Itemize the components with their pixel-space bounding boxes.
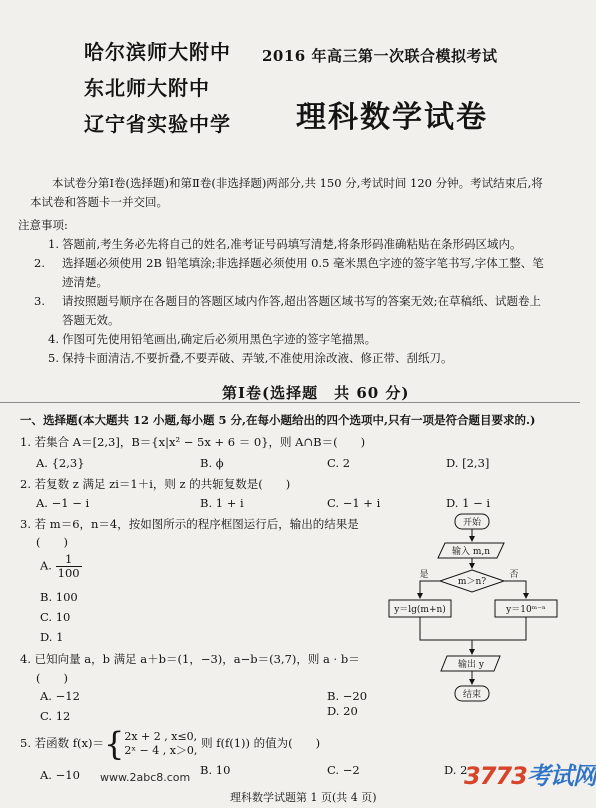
option-c: C. 2 [327,456,351,470]
option-d: D. 2 [444,763,468,777]
brace-glyph: { [104,725,125,763]
paper-title: 理科数学试卷 [296,100,488,135]
question-stem [20,725,321,763]
option-c: C. 10 [40,610,71,624]
flow-start-label: 开始 [462,518,482,528]
school-name: 东北师大附中 [84,76,210,100]
flow-right-process [495,600,557,617]
function-tail: 则 f(f(1)) 的值为( ) [201,736,321,750]
option-b: B. ϕ [200,456,224,470]
flow-no-label: 否 [509,570,519,580]
flow-yes-label: 是 [419,570,429,580]
note-text: 选择题必须使用 2B 铅笔填涂;非选择题必须使用 0.5 毫米黑色字迹的签字笔书写,字体工整、笔迹清楚。 [62,256,544,289]
note-text: 保持卡面清洁,不要折叠,不要弄破、弄皱,不准使用涂改液、修正带、刮纸刀。 [62,351,453,365]
school-name: 哈尔滨师大附中 [84,40,231,64]
section-divider [0,402,580,403]
page-footer: 理科数学试题第 1 页(共 4 页) [230,791,377,804]
flow-arrow-no [504,581,526,598]
flow-merge-line [420,617,526,640]
watermark-logo-text: 考试网 [526,762,596,790]
flow-input-label: 输入 m,n [451,547,491,557]
note-item [34,292,548,330]
flow-left-process [389,600,451,617]
option-a: A. {2,3} [36,456,85,470]
note-text: 作图可先使用铅笔画出,确定后必须用黑色字迹的签字笔描黑。 [62,332,377,346]
fraction-denominator: 100 [57,566,80,580]
flow-input-node [438,543,504,558]
note-number: 4. [48,332,59,346]
note-text: 答题前,考生务必先将自己的姓名,准考证号码填写清楚,将条形码准确粘贴在条形码区域内。 [62,237,522,251]
watermark-logo-number: 3773 [464,762,527,790]
option-b: B. 10 [200,763,231,777]
school-name: 辽宁省实验中学 [84,112,231,136]
option-c: C. −1 + i [327,496,381,510]
watermark-url: www.2abc8.com [100,771,191,784]
note-number: 1. [48,237,59,251]
option-a: A. −1 − i [36,496,90,510]
flow-decision-label: m＞n? [457,577,487,587]
answer-paren: ( ) [36,535,68,549]
flow-left-label: y＝lg(m+n) [394,605,446,615]
option-a: A. −10 [40,768,80,782]
note-item [48,349,548,368]
flow-start-node [455,514,489,529]
note-number: 5. [48,351,59,365]
option-d: D. 20 [327,704,358,718]
option-b: B. −20 [327,689,368,703]
fraction-numerator: 1 [56,553,82,567]
section-title: 第Ⅰ卷(选择题 共 60 分) [222,384,410,402]
watermark-logo [464,756,596,791]
section-instructions: 一、选择题(本大题共 12 小题,每小题 5 分,在每小题给出的四个选项中,只有一项是符合题目要求的.) [20,413,536,427]
option-d: D. [2,3] [446,456,490,470]
option-a [40,553,82,580]
option-d: D. 1 − i [446,496,491,510]
option-c: C. 12 [40,709,71,723]
flow-right-label: y＝10ᵐ⁻ⁿ [506,605,546,615]
school-list [84,34,231,142]
option-a: A. −12 [40,689,80,703]
question-stem: 2. 若复数 z 满足 zi＝1＋i，则 z 的共轭复数是( ) [20,477,291,491]
option-b: B. 1 + i [200,496,244,510]
note-text: 请按照题号顺序在各题目的答题区域内作答,超出答题区域书写的答案无效;在草稿纸、试题卷上答题无效。 [62,294,542,327]
flow-end-node [455,686,489,701]
question-stem: 3. 若 m＝6，n＝4，按如图所示的程序框图运行后，输出的结果是 [20,517,359,531]
flow-decision-node [440,570,504,592]
note-item [48,235,548,254]
piecewise [124,730,197,758]
note-item [34,254,548,292]
flow-output-label: 输出 y [458,660,484,670]
option-label: A. [40,558,52,573]
question-stem: 4. 已知向量 a，b 满足 a＋b＝(1，−3)，a−b＝(3,7)，则 a · b＝ [20,652,360,666]
function-lead: 5. 若函数 f(x)＝ [20,736,104,750]
flow-arrow-yes [420,581,440,598]
piece-one: 2x + 2 , x≤0, [124,730,198,743]
exam-name: 2016 年高三第一次联合模拟考试 [262,47,498,65]
flow-end-label: 结束 [462,690,482,700]
note-number: 3. [34,294,45,308]
notes-heading: 注意事项: [18,218,68,232]
intro-paragraph: 本试卷分第Ⅰ卷(选择题)和第Ⅱ卷(非选择题)两部分,共 150 分,考试时间 120 分钟。考试结束后,将本试卷和答题卡一并交回。 [30,176,543,209]
option-d: D. 1 [40,630,64,644]
piece-two: 2ˣ − 4 , x＞0, [124,744,198,757]
answer-paren: ( ) [36,671,68,685]
fraction [56,553,82,580]
question-stem: 1. 若集合 A＝[2,3]，B＝{x|x² − 5x + 6 ＝ 0}，则 A∩B＝( ) [20,435,366,449]
flow-output-node [441,656,500,671]
option-c: C. −2 [327,763,360,777]
note-item [48,330,548,349]
option-b: B. 100 [40,590,78,604]
note-number: 2. [34,256,45,270]
